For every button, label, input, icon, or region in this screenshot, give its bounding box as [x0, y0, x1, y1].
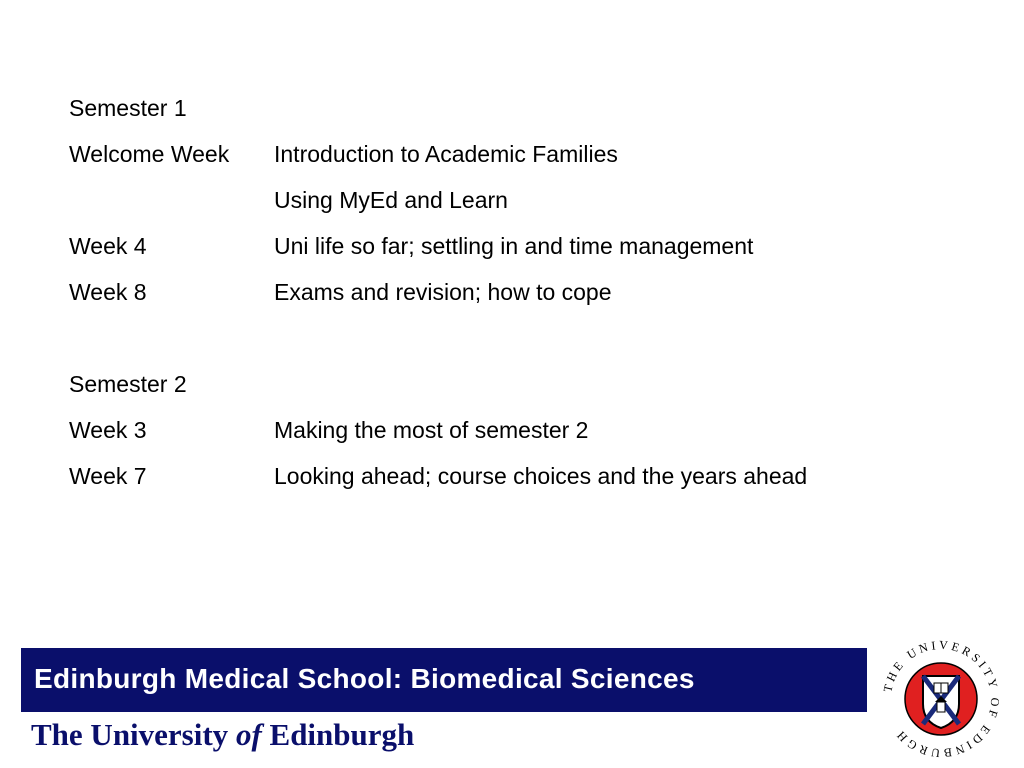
schedule-period: Welcome Week [69, 141, 230, 167]
schedule-period: Week 8 [69, 279, 147, 305]
schedule-topic: Introduction to Academic Families [274, 141, 618, 167]
schedule-row [0, 369, 1024, 399]
university-name-of: of [235, 717, 262, 752]
schedule-period: Week 4 [69, 233, 147, 259]
schedule-topic: Exams and revision; how to cope [274, 279, 612, 305]
schedule-period: Week 3 [69, 417, 147, 443]
schedule-row [0, 323, 1024, 353]
schedule-topic: Uni life so far; settling in and time management [274, 233, 754, 259]
schedule-period: Semester 1 [69, 95, 187, 121]
schedule-period: Semester 2 [69, 371, 187, 397]
university-name-suffix: Edinburgh [261, 717, 415, 752]
schedule-topic: Using MyEd and Learn [274, 187, 508, 213]
schedule-row [0, 139, 1024, 169]
footer-title: Edinburgh Medical School: Biomedical Sciences [34, 663, 695, 694]
schedule-period: Week 7 [69, 463, 147, 489]
university-name [31, 713, 414, 757]
svg-text:THE UNIVERSITY OF EDINBURGH: THE UNIVERSITY OF EDINBURGH [880, 637, 1003, 761]
schedule-row [0, 277, 1024, 307]
footer-title-band [21, 648, 867, 712]
schedule-topic: Looking ahead; course choices and the years ahead [274, 463, 808, 489]
schedule-row [0, 461, 1024, 491]
schedule-topic: Making the most of semester 2 [274, 417, 589, 443]
university-crest-icon [878, 636, 1004, 762]
schedule-row [0, 415, 1024, 445]
schedule-row [0, 231, 1024, 261]
university-name-prefix: The University [31, 717, 236, 752]
schedule-row [0, 185, 1024, 215]
schedule-row [0, 93, 1024, 123]
